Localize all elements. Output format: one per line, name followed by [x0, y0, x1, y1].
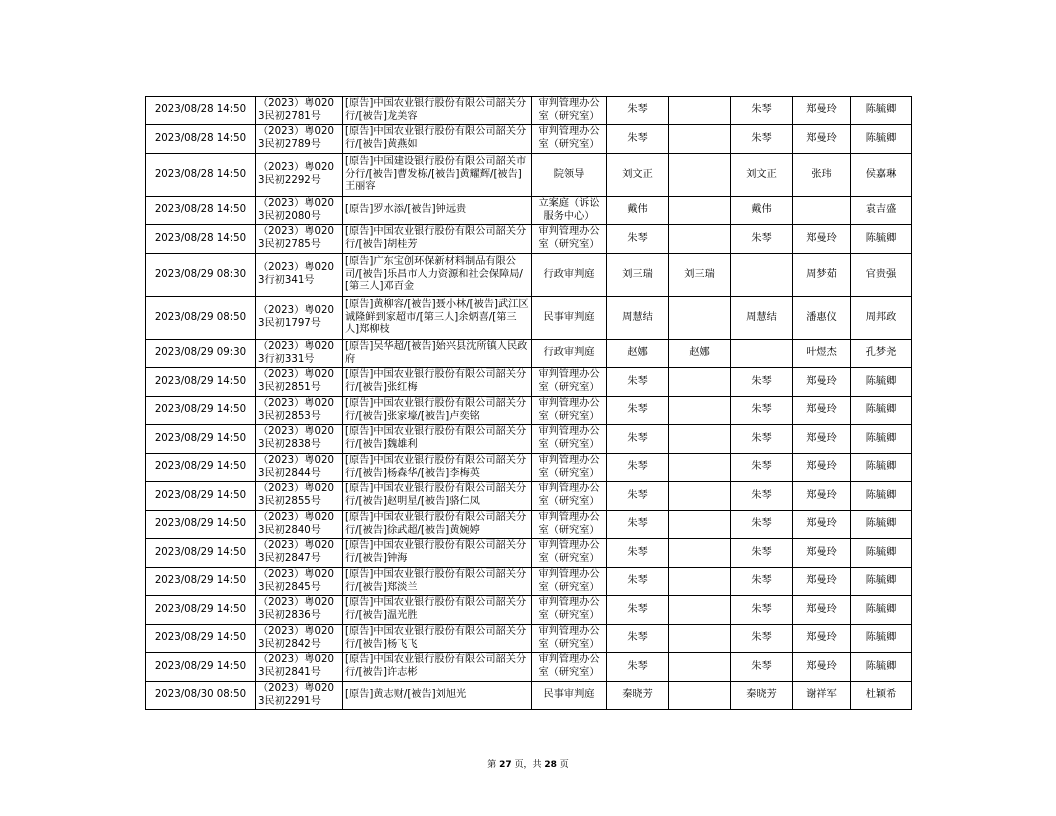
- presiding-judge-cell: 朱琴: [607, 596, 669, 625]
- presiding-judge-cell: 朱琴: [607, 568, 669, 596]
- parties-cell: [原告]吴华超/[被告]始兴县沈所镇人民政府: [343, 340, 532, 368]
- clerk-cell: 陈毓卿: [851, 653, 912, 682]
- presiding-judge-cell: 朱琴: [607, 425, 669, 454]
- judge-cell: [669, 682, 731, 710]
- case-number-cell: （2023）粤0203民初2851号: [256, 368, 343, 397]
- hearing-time-cell: 2023/08/29 14:50: [146, 596, 256, 625]
- undertaking-judge-cell: 朱琴: [731, 225, 793, 254]
- undertaking-judge-cell: 朱琴: [731, 511, 793, 539]
- hearing-time-cell: 2023/08/29 14:50: [146, 653, 256, 682]
- department-cell: 审判管理办公室（研究室）: [532, 653, 607, 682]
- case-number-cell: （2023）粤0203民初2855号: [256, 482, 343, 511]
- judge-cell: [669, 511, 731, 539]
- case-number-cell: （2023）粤0203民初2080号: [256, 197, 343, 225]
- undertaking-judge-cell: 朱琴: [731, 454, 793, 482]
- parties-cell: [原告]罗水添/[被告]钟远贵: [343, 197, 532, 225]
- case-number-cell: （2023）粤0203民初2838号: [256, 425, 343, 454]
- judge-cell: [669, 482, 731, 511]
- table-row: [146, 340, 912, 368]
- judge-cell: [669, 197, 731, 225]
- presiding-judge-cell: 朱琴: [607, 368, 669, 397]
- table-row: [146, 625, 912, 653]
- department-cell: 民事审判庭: [532, 297, 607, 340]
- parties-cell: [原告]中国农业银行股份有限公司韶关分行/[被告]温光胜: [343, 596, 532, 625]
- case-number-cell: （2023）粤0203民初2781号: [256, 97, 343, 125]
- assistant-cell: 郑曼玲: [793, 97, 851, 125]
- undertaking-judge-cell: 朱琴: [731, 539, 793, 568]
- table-row: [146, 482, 912, 511]
- parties-cell: [原告]黄柳容/[被告]聂小林/[被告]武江区诚隆鲜到家超市/[第三人]余炳喜/[第三人]郑柳枝: [343, 297, 532, 340]
- department-cell: 审判管理办公室（研究室）: [532, 454, 607, 482]
- clerk-cell: 陈毓卿: [851, 454, 912, 482]
- case-number-cell: （2023）粤0203民初2842号: [256, 625, 343, 653]
- hearing-time-cell: 2023/08/29 14:50: [146, 539, 256, 568]
- parties-cell: [原告]广东宝创环保新材料制品有限公司/[被告]乐昌市人力资源和社会保障局/[第三人]邓百金: [343, 254, 532, 297]
- presiding-judge-cell: 周慧结: [607, 297, 669, 340]
- case-number-cell: （2023）粤0203民初2845号: [256, 568, 343, 596]
- assistant-cell: 郑曼玲: [793, 454, 851, 482]
- assistant-cell: 潘惠仪: [793, 297, 851, 340]
- hearing-time-cell: 2023/08/29 14:50: [146, 482, 256, 511]
- department-cell: 院领导: [532, 154, 607, 197]
- table-row: [146, 368, 912, 397]
- hearing-time-cell: 2023/08/29 14:50: [146, 568, 256, 596]
- case-number-cell: （2023）粤0203民初2291号: [256, 682, 343, 710]
- case-number-cell: （2023）粤0203民初2292号: [256, 154, 343, 197]
- parties-cell: [原告]中国建设银行股份有限公司韶关市分行/[被告]曹发栋/[被告]黄耀辉/[被告]王丽容: [343, 154, 532, 197]
- department-cell: 审判管理办公室（研究室）: [532, 225, 607, 254]
- clerk-cell: 陈毓卿: [851, 368, 912, 397]
- department-cell: 行政审判庭: [532, 340, 607, 368]
- table-row: [146, 682, 912, 710]
- judge-cell: [669, 625, 731, 653]
- judge-cell: [669, 368, 731, 397]
- parties-cell: [原告]中国农业银行股份有限公司韶关分行/[被告]龙美容: [343, 97, 532, 125]
- case-number-cell: （2023）粤0203民初2840号: [256, 511, 343, 539]
- clerk-cell: 袁吉盛: [851, 197, 912, 225]
- department-cell: 审判管理办公室（研究室）: [532, 511, 607, 539]
- page-footer: [0, 757, 1056, 770]
- clerk-cell: 陈毓卿: [851, 97, 912, 125]
- hearing-time-cell: 2023/08/29 14:50: [146, 454, 256, 482]
- department-cell: 审判管理办公室（研究室）: [532, 482, 607, 511]
- footer-total-pages: 28: [544, 760, 557, 770]
- undertaking-judge-cell: 朱琴: [731, 653, 793, 682]
- footer-page-number: 27: [499, 760, 512, 770]
- hearing-time-cell: 2023/08/29 14:50: [146, 425, 256, 454]
- judge-cell: [669, 97, 731, 125]
- department-cell: 审判管理办公室（研究室）: [532, 425, 607, 454]
- undertaking-judge-cell: 朱琴: [731, 482, 793, 511]
- table-row: [146, 596, 912, 625]
- parties-cell: [原告]中国农业银行股份有限公司韶关分行/[被告]杨飞飞: [343, 625, 532, 653]
- schedule-table: [145, 96, 912, 710]
- hearing-time-cell: 2023/08/28 14:50: [146, 125, 256, 154]
- assistant-cell: 郑曼玲: [793, 482, 851, 511]
- case-number-cell: （2023）粤0203民初2789号: [256, 125, 343, 154]
- assistant-cell: 郑曼玲: [793, 568, 851, 596]
- undertaking-judge-cell: 朱琴: [731, 125, 793, 154]
- assistant-cell: 周梦茹: [793, 254, 851, 297]
- judge-cell: [669, 539, 731, 568]
- judge-cell: [669, 596, 731, 625]
- department-cell: 审判管理办公室（研究室）: [532, 368, 607, 397]
- assistant-cell: 郑曼玲: [793, 225, 851, 254]
- assistant-cell: 郑曼玲: [793, 368, 851, 397]
- presiding-judge-cell: 朱琴: [607, 454, 669, 482]
- case-number-cell: （2023）粤0203民初2841号: [256, 653, 343, 682]
- table-row: [146, 197, 912, 225]
- footer-mid: 页，共: [514, 760, 542, 770]
- hearing-time-cell: 2023/08/28 14:50: [146, 225, 256, 254]
- judge-cell: [669, 154, 731, 197]
- undertaking-judge-cell: 朱琴: [731, 596, 793, 625]
- hearing-time-cell: 2023/08/29 08:50: [146, 297, 256, 340]
- department-cell: 立案庭（诉讼服务中心）: [532, 197, 607, 225]
- parties-cell: [原告]中国农业银行股份有限公司韶关分行/[被告]张家壕/[被告]卢奕铭: [343, 397, 532, 425]
- presiding-judge-cell: 朱琴: [607, 225, 669, 254]
- undertaking-judge-cell: 戴伟: [731, 197, 793, 225]
- clerk-cell: 陈毓卿: [851, 539, 912, 568]
- department-cell: 审判管理办公室（研究室）: [532, 97, 607, 125]
- parties-cell: [原告]中国农业银行股份有限公司韶关分行/[被告]赵明星/[被告]骆仁凤: [343, 482, 532, 511]
- undertaking-judge-cell: 朱琴: [731, 568, 793, 596]
- presiding-judge-cell: 刘文正: [607, 154, 669, 197]
- schedule-rows: [146, 97, 912, 710]
- clerk-cell: 陈毓卿: [851, 125, 912, 154]
- assistant-cell: [793, 197, 851, 225]
- undertaking-judge-cell: 秦晓芳: [731, 682, 793, 710]
- department-cell: 行政审判庭: [532, 254, 607, 297]
- case-number-cell: （2023）粤0203民初2844号: [256, 454, 343, 482]
- assistant-cell: 叶煜杰: [793, 340, 851, 368]
- clerk-cell: 陈毓卿: [851, 568, 912, 596]
- hearing-time-cell: 2023/08/30 08:50: [146, 682, 256, 710]
- parties-cell: [原告]中国农业银行股份有限公司韶关分行/[被告]魏雄利: [343, 425, 532, 454]
- judge-cell: [669, 568, 731, 596]
- presiding-judge-cell: 朱琴: [607, 511, 669, 539]
- hearing-time-cell: 2023/08/29 14:50: [146, 511, 256, 539]
- parties-cell: [原告]中国农业银行股份有限公司韶关分行/[被告]杨森华/[被告]李梅英: [343, 454, 532, 482]
- clerk-cell: 孔梦尧: [851, 340, 912, 368]
- hearing-time-cell: 2023/08/28 14:50: [146, 154, 256, 197]
- clerk-cell: 陈毓卿: [851, 225, 912, 254]
- parties-cell: [原告]中国农业银行股份有限公司韶关分行/[被告]钟海: [343, 539, 532, 568]
- table-row: [146, 154, 912, 197]
- hearing-time-cell: 2023/08/29 14:50: [146, 625, 256, 653]
- clerk-cell: 陈毓卿: [851, 482, 912, 511]
- undertaking-judge-cell: 朱琴: [731, 97, 793, 125]
- undertaking-judge-cell: 刘文正: [731, 154, 793, 197]
- clerk-cell: 陈毓卿: [851, 397, 912, 425]
- table-row: [146, 511, 912, 539]
- department-cell: 审判管理办公室（研究室）: [532, 125, 607, 154]
- hearing-time-cell: 2023/08/29 08:30: [146, 254, 256, 297]
- parties-cell: [原告]黄志财/[被告]刘旭光: [343, 682, 532, 710]
- clerk-cell: 陈毓卿: [851, 511, 912, 539]
- judge-cell: [669, 425, 731, 454]
- hearing-time-cell: 2023/08/29 14:50: [146, 397, 256, 425]
- undertaking-judge-cell: 朱琴: [731, 368, 793, 397]
- presiding-judge-cell: 刘三瑞: [607, 254, 669, 297]
- parties-cell: [原告]中国农业银行股份有限公司韶关分行/[被告]张红梅: [343, 368, 532, 397]
- undertaking-judge-cell: 朱琴: [731, 397, 793, 425]
- clerk-cell: 周邦政: [851, 297, 912, 340]
- presiding-judge-cell: 戴伟: [607, 197, 669, 225]
- assistant-cell: 郑曼玲: [793, 425, 851, 454]
- table-row: [146, 653, 912, 682]
- parties-cell: [原告]中国农业银行股份有限公司韶关分行/[被告]胡桂芳: [343, 225, 532, 254]
- case-number-cell: （2023）粤0203民初2853号: [256, 397, 343, 425]
- table-row: [146, 97, 912, 125]
- department-cell: 民事审判庭: [532, 682, 607, 710]
- judge-cell: [669, 297, 731, 340]
- presiding-judge-cell: 朱琴: [607, 397, 669, 425]
- presiding-judge-cell: 朱琴: [607, 125, 669, 154]
- department-cell: 审判管理办公室（研究室）: [532, 625, 607, 653]
- case-number-cell: （2023）粤0203民初2847号: [256, 539, 343, 568]
- table-row: [146, 539, 912, 568]
- table-row: [146, 568, 912, 596]
- clerk-cell: 陈毓卿: [851, 425, 912, 454]
- presiding-judge-cell: 朱琴: [607, 482, 669, 511]
- judge-cell: [669, 454, 731, 482]
- table-row: [146, 454, 912, 482]
- clerk-cell: 官贵强: [851, 254, 912, 297]
- table-row: [146, 125, 912, 154]
- department-cell: 审判管理办公室（研究室）: [532, 568, 607, 596]
- clerk-cell: 侯嘉琳: [851, 154, 912, 197]
- case-number-cell: （2023）粤0203行初341号: [256, 254, 343, 297]
- presiding-judge-cell: 朱琴: [607, 653, 669, 682]
- hearing-time-cell: 2023/08/28 14:50: [146, 197, 256, 225]
- hearing-time-cell: 2023/08/28 14:50: [146, 97, 256, 125]
- parties-cell: [原告]中国农业银行股份有限公司韶关分行/[被告]许志彬: [343, 653, 532, 682]
- undertaking-judge-cell: 朱琴: [731, 425, 793, 454]
- parties-cell: [原告]中国农业银行股份有限公司韶关分行/[被告]黄燕如: [343, 125, 532, 154]
- presiding-judge-cell: 朱琴: [607, 625, 669, 653]
- assistant-cell: 郑曼玲: [793, 125, 851, 154]
- footer-prefix: 第: [487, 760, 497, 770]
- assistant-cell: 郑曼玲: [793, 397, 851, 425]
- footer-suffix: 页: [559, 760, 569, 770]
- undertaking-judge-cell: [731, 254, 793, 297]
- clerk-cell: 杜颖希: [851, 682, 912, 710]
- judge-cell: 赵娜: [669, 340, 731, 368]
- hearing-time-cell: 2023/08/29 09:30: [146, 340, 256, 368]
- table-row: [146, 397, 912, 425]
- presiding-judge-cell: 赵娜: [607, 340, 669, 368]
- case-number-cell: （2023）粤0203民初1797号: [256, 297, 343, 340]
- parties-cell: [原告]中国农业银行股份有限公司韶关分行/[被告]徐武超/[被告]黄婉婷: [343, 511, 532, 539]
- assistant-cell: 郑曼玲: [793, 653, 851, 682]
- judge-cell: [669, 125, 731, 154]
- judge-cell: [669, 225, 731, 254]
- table-row: [146, 225, 912, 254]
- assistant-cell: 郑曼玲: [793, 511, 851, 539]
- table-row: [146, 425, 912, 454]
- table-row: [146, 254, 912, 297]
- department-cell: 审判管理办公室（研究室）: [532, 397, 607, 425]
- hearing-time-cell: 2023/08/29 14:50: [146, 368, 256, 397]
- assistant-cell: 郑曼玲: [793, 539, 851, 568]
- judge-cell: [669, 397, 731, 425]
- assistant-cell: 郑曼玲: [793, 625, 851, 653]
- table-row: [146, 297, 912, 340]
- undertaking-judge-cell: 朱琴: [731, 625, 793, 653]
- presiding-judge-cell: 秦晓芳: [607, 682, 669, 710]
- clerk-cell: 陈毓卿: [851, 596, 912, 625]
- clerk-cell: 陈毓卿: [851, 625, 912, 653]
- case-number-cell: （2023）粤0203民初2785号: [256, 225, 343, 254]
- assistant-cell: 张玮: [793, 154, 851, 197]
- case-number-cell: （2023）粤0203行初331号: [256, 340, 343, 368]
- presiding-judge-cell: 朱琴: [607, 97, 669, 125]
- judge-cell: 刘三瑞: [669, 254, 731, 297]
- parties-cell: [原告]中国农业银行股份有限公司韶关分行/[被告]郑淡兰: [343, 568, 532, 596]
- undertaking-judge-cell: [731, 340, 793, 368]
- judge-cell: [669, 653, 731, 682]
- case-number-cell: （2023）粤0203民初2836号: [256, 596, 343, 625]
- department-cell: 审判管理办公室（研究室）: [532, 596, 607, 625]
- presiding-judge-cell: 朱琴: [607, 539, 669, 568]
- assistant-cell: 谢祥军: [793, 682, 851, 710]
- department-cell: 审判管理办公室（研究室）: [532, 539, 607, 568]
- undertaking-judge-cell: 周慧结: [731, 297, 793, 340]
- assistant-cell: 郑曼玲: [793, 596, 851, 625]
